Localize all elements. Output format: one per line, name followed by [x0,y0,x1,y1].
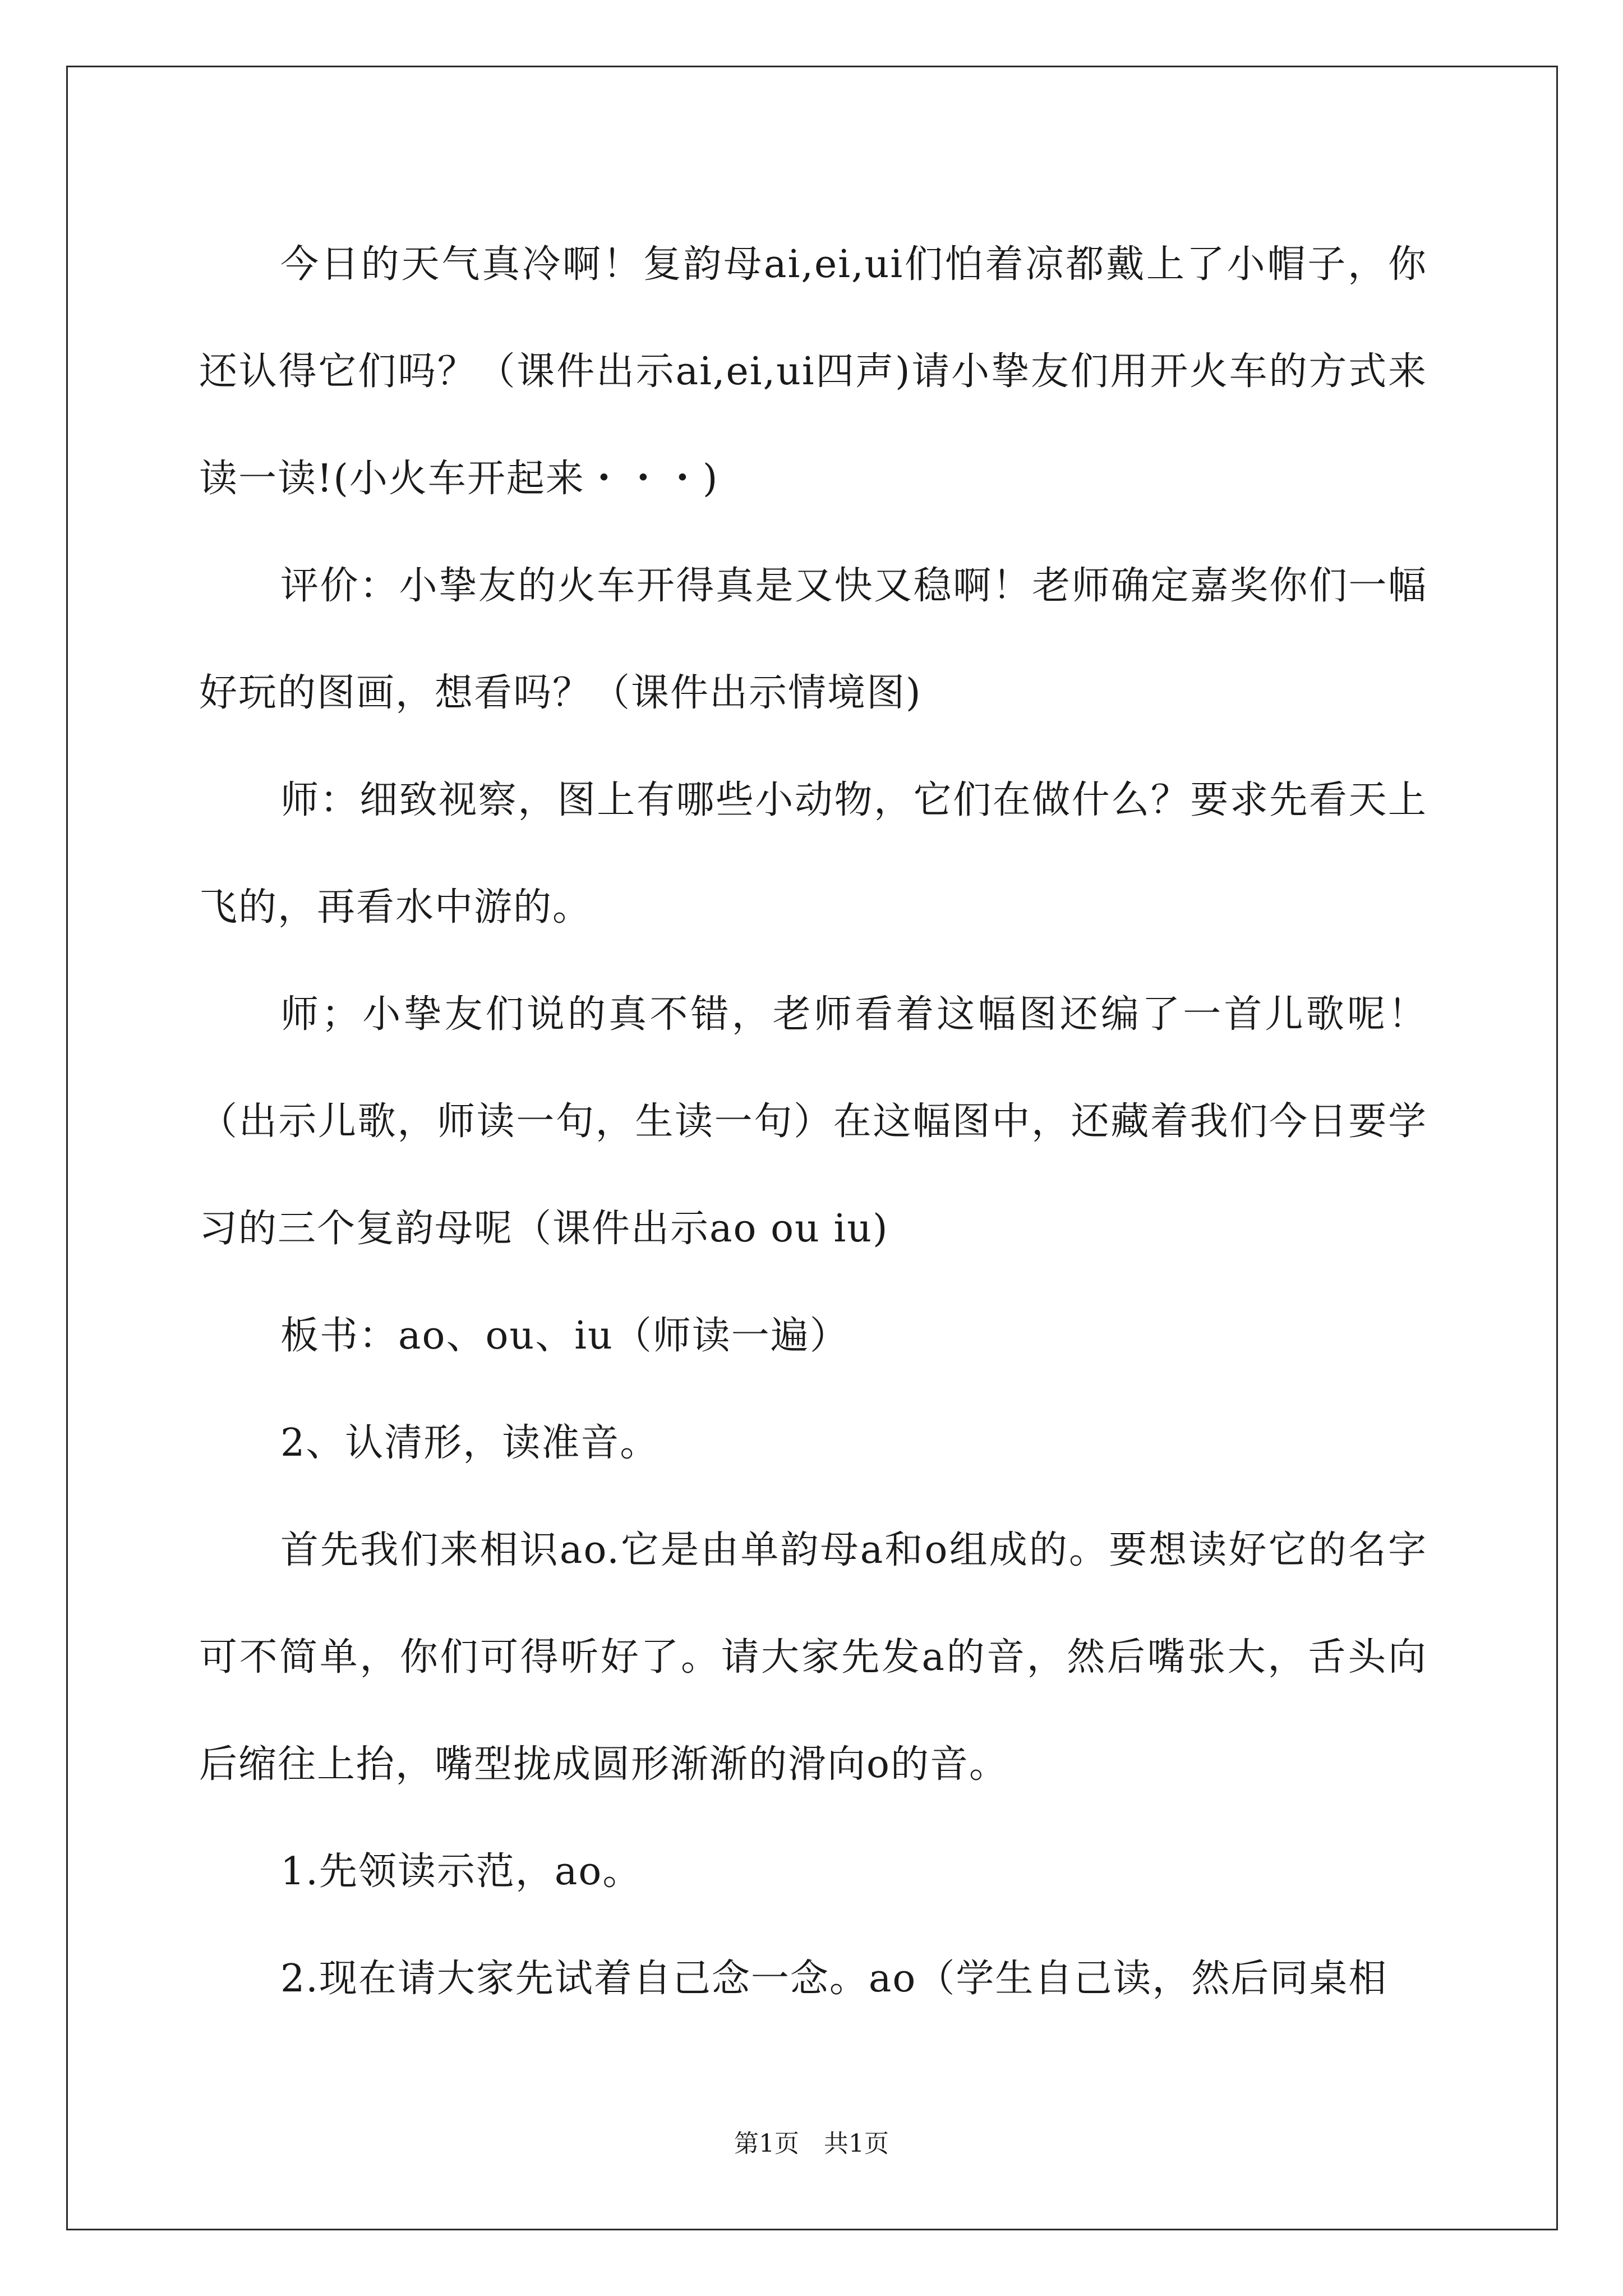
page-footer: 第1页 共1页 [734,2129,889,2158]
paragraph-3: 师：细致视察，图上有哪些小动物，它们在做什么？要求先看天上飞的，再看水中游的。 [199,778,1427,930]
paragraph-9: 2.现在请大家先试着自己念一念。ao（学生自己读，然后同桌相 [280,1957,1388,2001]
paragraph-7: 首先我们来相识ao.它是由单韵母a和o组成的。要想读好它的名字可不简单，你们可得听好了。请大家先发a的音，然后嘴张大，舌头向后缩往上抬，嘴型拢成圆形渐渐的滑向o的音。 [199,1528,1427,1787]
paragraph-2: 评价：小挚友的火车开得真是又快又稳啊！老师确定嘉奖你们一幅好玩的图画，想看吗？（课件出示情境图) [199,564,1427,715]
document-body [199,211,1427,2032]
paragraph-1: 今日的天气真冷啊！复韵母ai,ei,ui们怕着凉都戴上了小帽子，你还认得它们吗？（课件出示ai,ei,ui四声)请小挚友们用开火车的方式来读一读!(小火车开起来・・・) [199,242,1427,501]
paragraph-5: 板书：ao、ou、iu（师读一遍） [280,1314,849,1358]
paragraph-4: 师；小挚友们说的真不错，老师看着这幅图还编了一首儿歌呢！（出示儿歌，师读一句，生读一句）在这幅图中，还藏着我们今日要学习的三个复韵母呢（课件出示ao ou iu) [199,992,1427,1251]
paragraph-6: 2、认清形，读准音。 [280,1421,660,1465]
paragraph-8: 1.先领读示范，ao。 [280,1849,642,1894]
